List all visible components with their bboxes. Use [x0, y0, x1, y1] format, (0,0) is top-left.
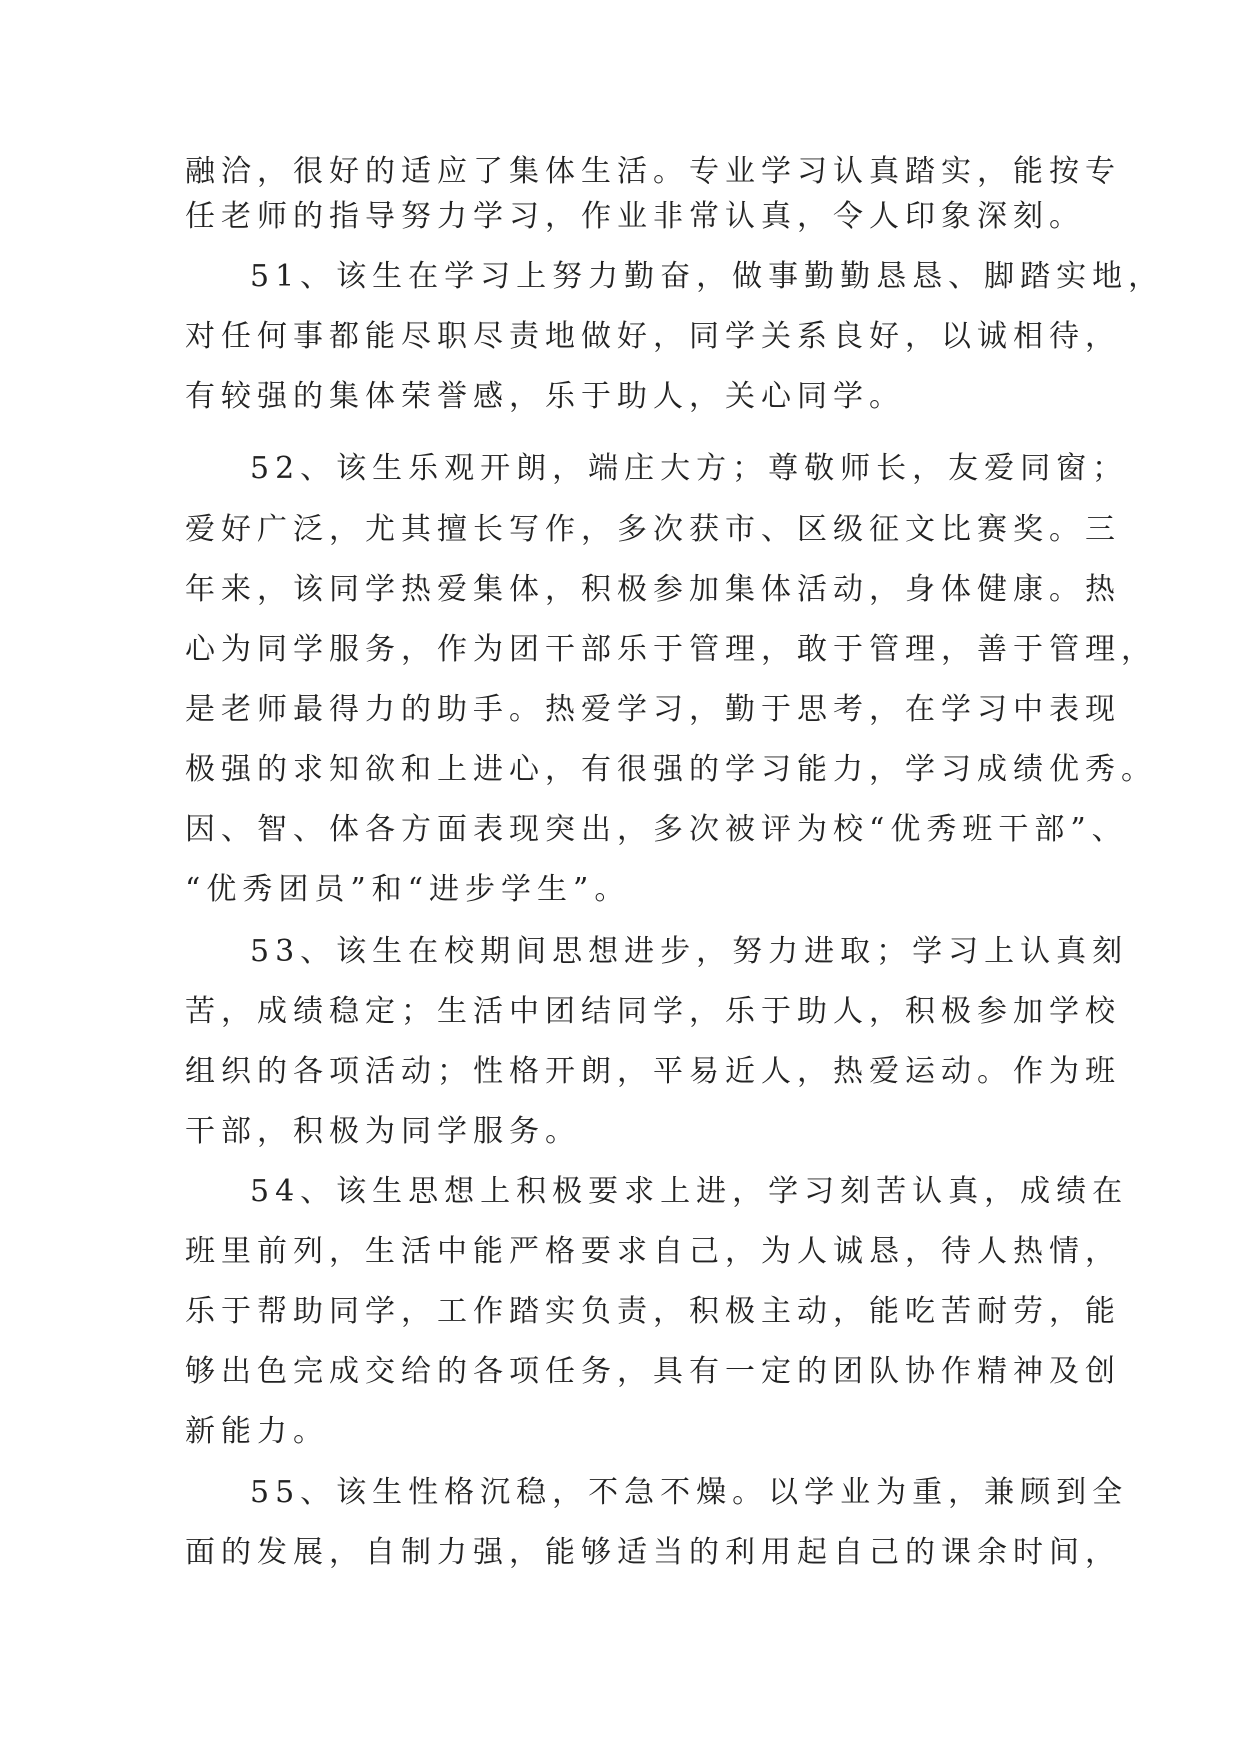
- text-line: 对任何事都能尽职尽责地做好，同学关系良好，以诚相待，: [185, 319, 1121, 354]
- text-line: 组织的各项活动；性格开朗，平易近人，热爱运动。作为班: [185, 1054, 1121, 1089]
- text-line: 心为同学服务，作为团干部乐于管理，敢于管理，善于管理，: [185, 632, 1157, 667]
- text-line: 班里前列，生活中能严格要求自己，为人诚恳，待人热情，: [185, 1234, 1121, 1269]
- text-line: 55、该生性格沉稳，不急不燥。以学业为重，兼顾到全: [250, 1475, 1129, 1510]
- text-line: 融洽，很好的适应了集体生活。专业学习认真踏实，能按专: [185, 154, 1121, 189]
- text-line: 任老师的指导努力学习，作业非常认真，令人印象深刻。: [185, 199, 1085, 234]
- text-line: 够出色完成交给的各项任务，具有一定的团队协作精神及创: [185, 1354, 1121, 1389]
- text-line: 是老师最得力的助手。热爱学习，勤于思考，在学习中表现: [185, 692, 1121, 727]
- text-line: 有较强的集体荣誉感，乐于助人，关心同学。: [185, 379, 905, 414]
- text-line: “优秀团员”和“进步学生”。: [185, 872, 631, 907]
- text-line: 苦，成绩稳定；生活中团结同学，乐于助人，积极参加学校: [185, 994, 1121, 1029]
- text-line: 53、该生在校期间思想进步，努力进取；学习上认真刻: [250, 934, 1129, 969]
- text-line: 新能力。: [185, 1414, 329, 1449]
- text-line: 爱好广泛，尤其擅长写作，多次获市、区级征文比赛奖。三: [185, 512, 1121, 547]
- text-line: 乐于帮助同学，工作踏实负责，积极主动，能吃苦耐劳，能: [185, 1294, 1121, 1329]
- text-line: 52、该生乐观开朗，端庄大方；尊敬师长，友爱同窗；: [250, 451, 1129, 486]
- text-line: 面的发展，自制力强，能够适当的利用起自己的课余时间，: [185, 1535, 1121, 1570]
- text-line: 极强的求知欲和上进心，有很强的学习能力，学习成绩优秀。: [185, 752, 1157, 787]
- text-line: 54、该生思想上积极要求上进，学习刻苦认真，成绩在: [250, 1174, 1129, 1209]
- text-line: 51、该生在学习上努力勤奋，做事勤勤恳恳、脚踏实地，: [250, 259, 1165, 294]
- text-line: 干部，积极为同学服务。: [185, 1114, 581, 1149]
- text-line: 因、智、体各方面表现突出，多次被评为校“优秀班干部”、: [185, 812, 1128, 847]
- text-line: 年来，该同学热爱集体，积极参加集体活动，身体健康。热: [185, 572, 1121, 607]
